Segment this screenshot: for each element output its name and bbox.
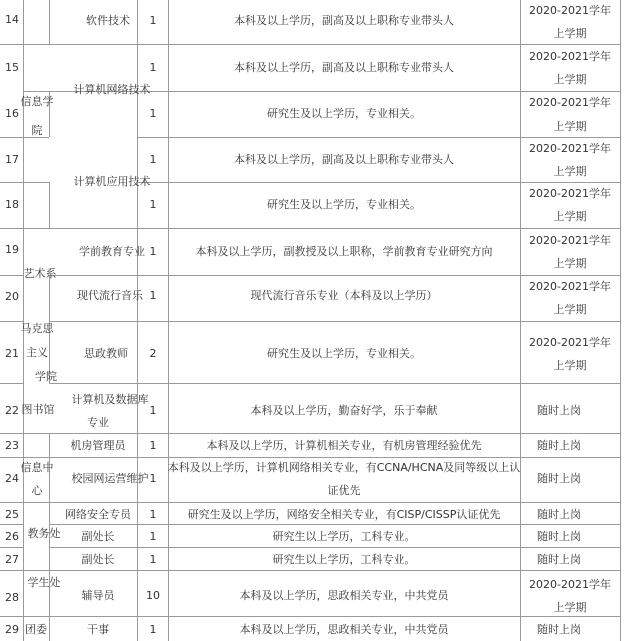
grid-line (0, 616, 620, 617)
dept-info-center: 信息中 (20, 461, 54, 474)
dept-info-center-cont: 心 (31, 484, 43, 497)
time-cell-line2: 上学期 (553, 601, 587, 614)
time-cell-line2: 上学期 (553, 303, 587, 316)
time-cell-line2: 上学期 (553, 73, 587, 86)
row-number: 21 (5, 347, 19, 360)
grid-line (49, 383, 620, 384)
dept-academic-affairs: 教务处 (27, 527, 61, 540)
requirement-cell: 本科及以上学历，副高及以上职称专业带头人 (234, 14, 454, 27)
dept-info-college: 信息学 (20, 95, 54, 108)
time-cell-line2: 上学期 (553, 120, 587, 133)
count-cell: 1 (149, 439, 157, 452)
grid-line (49, 275, 620, 276)
dept-info-college-cont: 院 (31, 124, 43, 137)
time-cell-line2: 上学期 (553, 257, 587, 270)
dept-marxism: 马克思 (20, 322, 54, 335)
grid-line (49, 524, 620, 525)
time-cell: 随时上岗 (537, 530, 581, 543)
time-cell: 2020-2021学年 (529, 187, 611, 200)
requirement-cell: 研究生以上学历，工科专业。 (272, 530, 416, 543)
count-cell: 10 (146, 589, 160, 602)
requirement-cell: 本科及以上学历，思政相关专业，中共党员 (239, 623, 449, 636)
dept-arts: 艺术系 (23, 267, 57, 280)
major-cell: 机房管理员 (70, 439, 126, 452)
major-cell: 副处长 (81, 530, 115, 543)
grid-line (0, 547, 23, 548)
grid-line (0, 228, 620, 229)
requirement-cell: 研究生及以上学历，专业相关。 (267, 198, 421, 211)
grid-line (23, 182, 49, 183)
requirement-cell: 本科及以上学历，副高及以上职称专业带头人 (234, 61, 454, 74)
requirement-cell: 研究生及以上学历，专业相关。 (267, 107, 421, 120)
grid-line (0, 433, 620, 434)
time-cell: 2020-2021学年 (529, 142, 611, 155)
grid-line (0, 137, 23, 138)
row-number: 16 (5, 107, 19, 120)
time-cell: 随时上岗 (537, 472, 581, 485)
major-cell-line2: 专业 (87, 416, 109, 429)
row-number: 25 (5, 508, 19, 521)
dept-youth-league: 团委 (25, 623, 47, 636)
count-cell: 1 (149, 623, 157, 636)
dept-marxism-cont: 主义 (26, 346, 48, 359)
time-cell: 2020-2021学年 (529, 96, 611, 109)
dept-student-affairs: 学生处 (27, 576, 61, 589)
major-cell: 学前教育专业 (79, 245, 145, 258)
time-cell: 2020-2021学年 (529, 336, 611, 349)
grid-line (49, 321, 620, 322)
requirement-cell: 本科及以上学历，副高及以上职称专业带头人 (234, 153, 454, 166)
major-cell: 软件技术 (86, 14, 130, 27)
grid-line (0, 182, 23, 183)
row-number: 26 (5, 530, 19, 543)
count-cell: 1 (149, 14, 157, 27)
grid-line (620, 0, 621, 641)
requirement-cell-line2: 证优先 (327, 484, 361, 497)
row-number: 22 (5, 404, 19, 417)
count-cell: 2 (149, 347, 157, 360)
time-cell: 随时上岗 (537, 404, 581, 417)
requirement-cell: 研究生以上学历，工科专业。 (272, 553, 416, 566)
row-number: 28 (5, 591, 19, 604)
requirement-cell: 研究生及以上学历，网络安全相关专业，有CISP/CISSP认证优先 (187, 508, 501, 521)
requirement-cell: 本科及以上学历，勤奋好学，乐于奉献 (250, 404, 438, 417)
row-number: 24 (5, 472, 19, 485)
major-cell: 副处长 (81, 553, 115, 566)
time-cell: 2020-2021学年 (529, 50, 611, 63)
dept-library: 图书馆 (21, 403, 55, 416)
count-cell: 1 (149, 289, 157, 302)
time-cell-line2: 上学期 (553, 359, 587, 372)
row-number: 17 (5, 153, 19, 166)
time-cell-line2: 上学期 (553, 165, 587, 178)
row-number: 18 (5, 198, 19, 211)
grid-line (168, 0, 169, 641)
grid-line (0, 570, 620, 571)
requirement-cell: 本科及以上学历，思政相关专业，中共党员 (239, 589, 449, 602)
time-cell: 随时上岗 (537, 553, 581, 566)
time-cell: 随时上岗 (537, 623, 581, 636)
time-cell: 2020-2021学年 (529, 234, 611, 247)
count-cell: 1 (149, 404, 157, 417)
time-cell: 2020-2021学年 (529, 280, 611, 293)
row-number: 27 (5, 553, 19, 566)
row-number: 29 (5, 623, 19, 636)
requirement-cell: 研究生及以上学历，专业相关。 (267, 347, 421, 360)
major-cell: 干事 (87, 623, 109, 636)
dept-marxism-cont2: 学院 (35, 370, 57, 383)
major-network: 计算机网络技术 (73, 83, 151, 96)
time-cell-line2: 上学期 (553, 27, 587, 40)
grid-line (0, 524, 23, 525)
count-cell: 1 (149, 198, 157, 211)
count-cell: 1 (149, 61, 157, 74)
major-cell: 辅导员 (81, 589, 115, 602)
grid-line (520, 0, 521, 641)
major-cell: 校园网运营维护 (71, 472, 149, 485)
time-cell: 随时上岗 (537, 439, 581, 452)
grid-line (0, 457, 620, 458)
grid-line (0, 275, 23, 276)
requirement-cell: 本科及以上学历，计算机相关专业，有机房管理经验优先 (206, 439, 482, 452)
row-number: 14 (5, 13, 19, 26)
grid-line (49, 0, 50, 44)
time-cell-line2: 上学期 (553, 210, 587, 223)
major-cell: 计算机及数据库 (71, 393, 149, 406)
grid-line (137, 182, 620, 183)
count-cell: 1 (149, 553, 157, 566)
row-number: 19 (5, 243, 19, 256)
requirement-cell: 本科及以上学历，计算机网络相关专业，有CCNA/HCNA及同等级以上认 (167, 461, 521, 474)
count-cell: 1 (149, 472, 157, 485)
time-cell: 2020-2021学年 (529, 4, 611, 17)
grid-line (49, 182, 50, 228)
row-number: 15 (5, 61, 19, 74)
time-cell: 2020-2021学年 (529, 578, 611, 591)
major-cell: 思政教师 (84, 347, 128, 360)
grid-line (0, 383, 23, 384)
row-number: 23 (5, 439, 19, 452)
time-cell: 随时上岗 (537, 508, 581, 521)
count-cell: 1 (149, 153, 157, 166)
count-cell: 1 (149, 245, 157, 258)
major-application: 计算机应用技术 (73, 175, 151, 188)
grid-line (0, 502, 620, 503)
count-cell: 1 (149, 530, 157, 543)
major-cell: 现代流行音乐 (77, 289, 143, 302)
major-cell: 网络安全专员 (65, 508, 131, 521)
row-number: 20 (5, 290, 19, 303)
requirement-cell: 现代流行音乐专业（本科及以上学历） (250, 289, 438, 302)
count-cell: 1 (149, 107, 157, 120)
count-cell: 1 (149, 508, 157, 521)
grid-line (0, 44, 620, 45)
grid-line (49, 547, 620, 548)
grid-line (137, 137, 620, 138)
requirement-cell: 本科及以上学历，副教授及以上职称，学前教育专业研究方向 (195, 245, 493, 258)
